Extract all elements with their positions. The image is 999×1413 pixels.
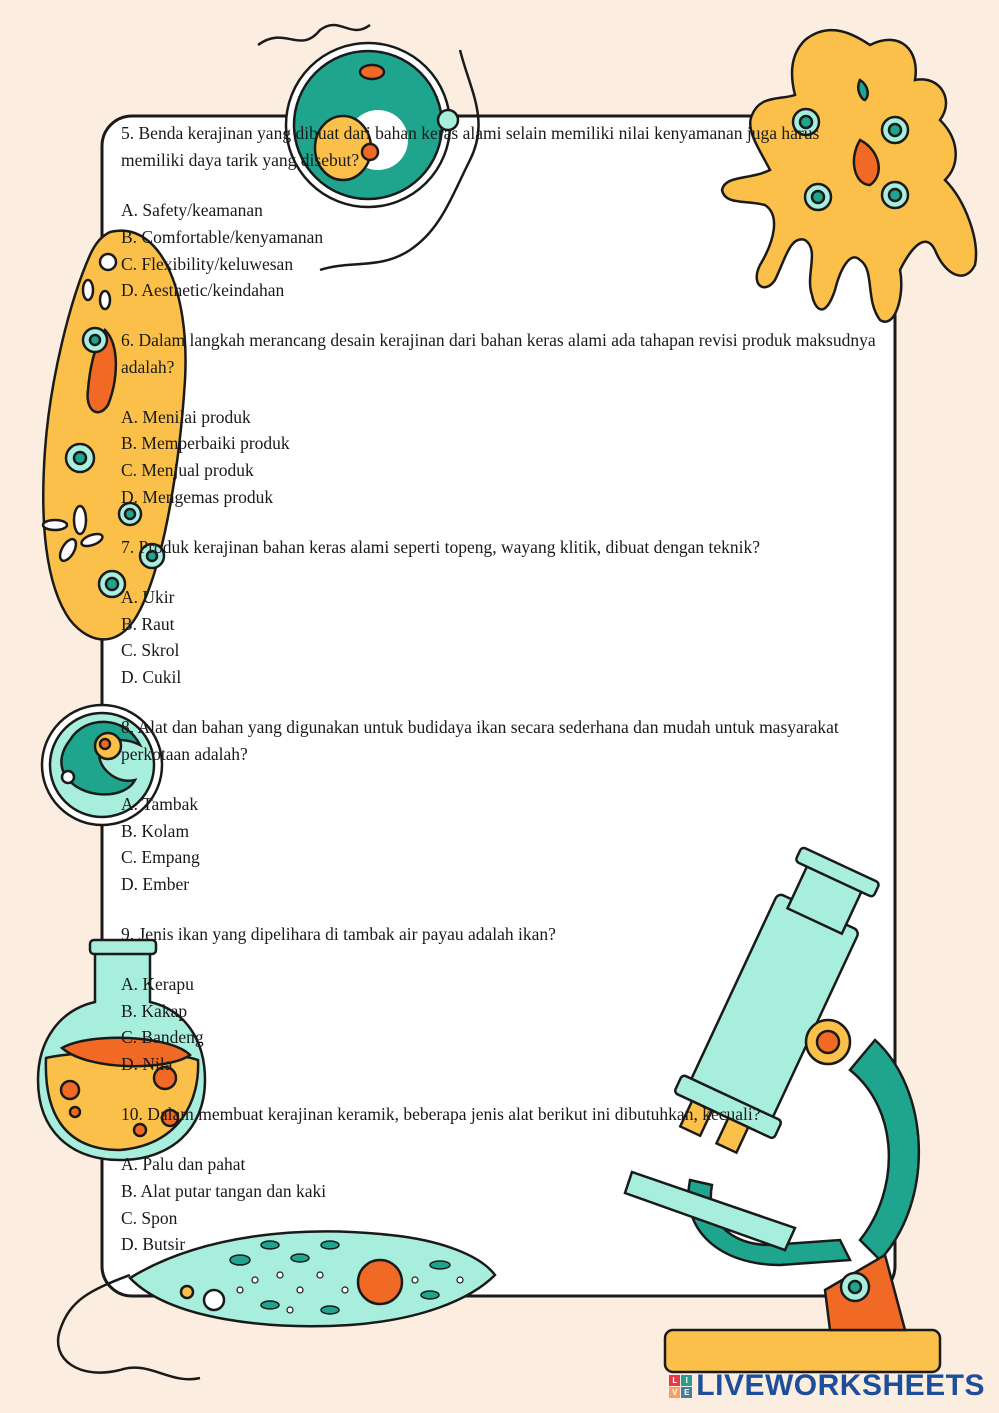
question-5-option-b[interactable]: B. Comfortable/kenyamanan [121,227,324,247]
question-5-text: 5. Benda kerajinan yang dibuat dari bahan keras alami selain memiliki nilai kenyamanan juga harus memiliki daya tarik yang disebut? [121,123,820,170]
question-7-option-a[interactable]: A. Ukir [121,587,175,607]
logo-icon [669,1375,692,1398]
question-10-option-d[interactable]: D. Butsir [121,1234,186,1254]
logo-letter: V [669,1387,680,1398]
question-6-text: 6. Dalam langkah merancang desain kerajinan dari bahan keras alami ada tahapan revisi produk maksudnya adalah? [121,330,876,377]
question-5-option-d[interactable]: D. Aesthetic/keindahan [121,280,285,300]
logo-letter: E [681,1387,692,1398]
question-7-option-c[interactable]: C. Skrol [121,640,180,660]
question-10-option-a[interactable]: A. Palu dan pahat [121,1154,246,1174]
question-10-option-c[interactable]: C. Spon [121,1208,178,1228]
question-8-option-a[interactable]: A. Tambak [121,794,199,814]
question-10-option-b[interactable]: B. Alat putar tangan dan kaki [121,1181,327,1201]
liveworksheets-logo[interactable] [669,1369,985,1403]
question-7-option-b[interactable]: B. Raut [121,614,175,634]
question-9-option-c[interactable]: C. Bandeng [121,1027,204,1047]
question-6-option-a[interactable]: A. Menilai produk [121,407,251,427]
question-9-option-a[interactable]: A. Kerapu [121,974,194,994]
question-6-option-d[interactable]: D. Mengemas produk [121,487,274,507]
question-6-option-b[interactable]: B. Memperbaiki produk [121,433,290,453]
question-5-option-c[interactable]: C. Flexibility/keluwesan [121,254,294,274]
question-7-option-d[interactable]: D. Cukil [121,667,182,687]
question-8-option-c[interactable]: C. Empang [121,847,200,867]
question-9-option-d[interactable]: D. Nila [121,1054,173,1074]
logo-letter: I [681,1375,692,1386]
question-8-text: 8. Alat dan bahan yang digunakan untuk budidaya ikan secara sederhana dan mudah untuk masyarakat perkotaan adalah? [121,717,839,764]
question-7-text: 7. Produk kerajinan bahan keras alami seperti topeng, wayang klitik, dibuat dengan teknik? [121,537,761,557]
question-5-option-a[interactable]: A. Safety/keamanan [121,200,263,220]
question-10-text: 10. Dalam membuat kerajinan keramik, beberapa jenis alat berikut ini dibutuhkan, kecuali? [121,1104,761,1124]
question-9-option-b[interactable]: B. Kakap [121,1001,188,1021]
brand-name: LIVEWORKSHEETS [696,1369,985,1402]
question-6-option-c[interactable]: C. Menjual produk [121,460,254,480]
question-8-option-b[interactable]: B. Kolam [121,821,190,841]
logo-letter: L [669,1375,680,1386]
question-9-text: 9. Jenis ikan yang dipelihara di tambak air payau adalah ikan? [121,924,556,944]
question-8-option-d[interactable]: D. Ember [121,874,190,894]
